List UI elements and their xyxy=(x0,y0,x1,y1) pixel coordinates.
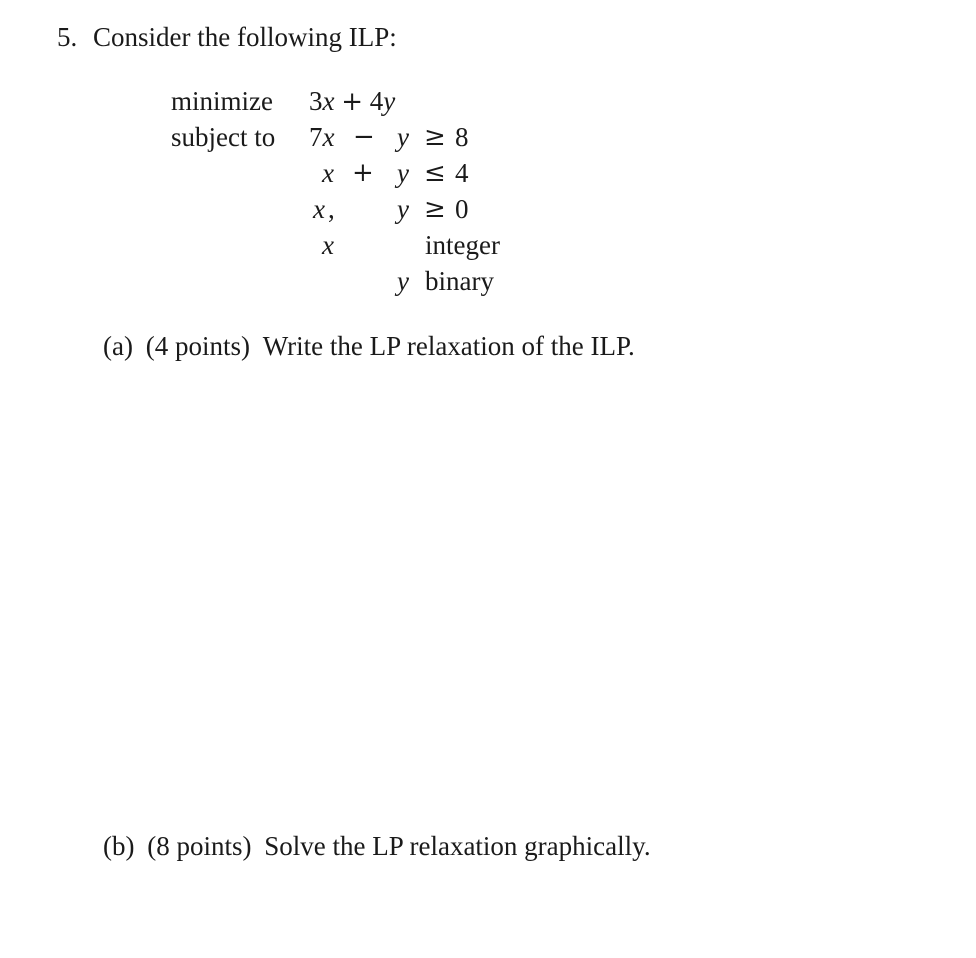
objective-expression xyxy=(309,88,395,115)
domain-y-var: y xyxy=(397,266,409,296)
objective-var-y: y xyxy=(383,86,396,116)
domain-y-text: binary xyxy=(425,266,494,296)
constraint-2-rhs: 4 xyxy=(455,158,469,188)
part-b-points: (8 points) xyxy=(147,831,252,861)
part-a xyxy=(103,333,635,360)
part-a-label: (a) xyxy=(103,331,133,361)
constraint-3-comma: , xyxy=(328,194,335,224)
part-b-text: Solve the LP relaxation graphically. xyxy=(264,831,651,861)
subject-to-label: subject to xyxy=(171,122,276,152)
constraint-1-coef-x: 7 xyxy=(309,122,323,152)
objective-coef-y: 4 xyxy=(369,86,384,116)
constraint-2-var-y: y xyxy=(397,158,409,188)
domain-x-text: integer xyxy=(425,230,500,260)
objective-label: minimize xyxy=(171,86,273,116)
constraint-1-var-x: x xyxy=(322,122,335,152)
part-a-text: Write the LP relaxation of the ILP. xyxy=(262,331,635,361)
domain-x-var: x xyxy=(322,230,334,260)
constraint-2-op: + xyxy=(352,158,374,188)
constraint-1-var-y: y xyxy=(397,122,409,152)
constraint-2-var-x: x xyxy=(322,158,334,188)
constraint-3-rhs: 0 xyxy=(455,194,469,224)
constraint-1-rhs: 8 xyxy=(455,122,469,152)
objective-plus: + xyxy=(341,87,364,117)
constraint-1-lhs-x xyxy=(309,124,334,151)
part-a-points: (4 points) xyxy=(145,331,250,361)
constraint-3-var-x: x xyxy=(313,194,325,224)
objective-coef-x: 3 xyxy=(309,86,323,116)
constraint-2-rel: ≤ xyxy=(424,158,446,188)
constraint-1-op: − xyxy=(353,122,375,152)
constraint-3-rel: ≥ xyxy=(424,194,446,224)
problem-number: 5. xyxy=(57,22,78,52)
problem-intro: Consider the following ILP: xyxy=(93,22,397,52)
constraint-3-var-y: y xyxy=(397,194,409,224)
objective-var-x: x xyxy=(322,86,335,116)
part-b-label: (b) xyxy=(103,831,135,861)
part-b xyxy=(103,833,651,860)
constraint-1-rel: ≥ xyxy=(424,122,446,152)
